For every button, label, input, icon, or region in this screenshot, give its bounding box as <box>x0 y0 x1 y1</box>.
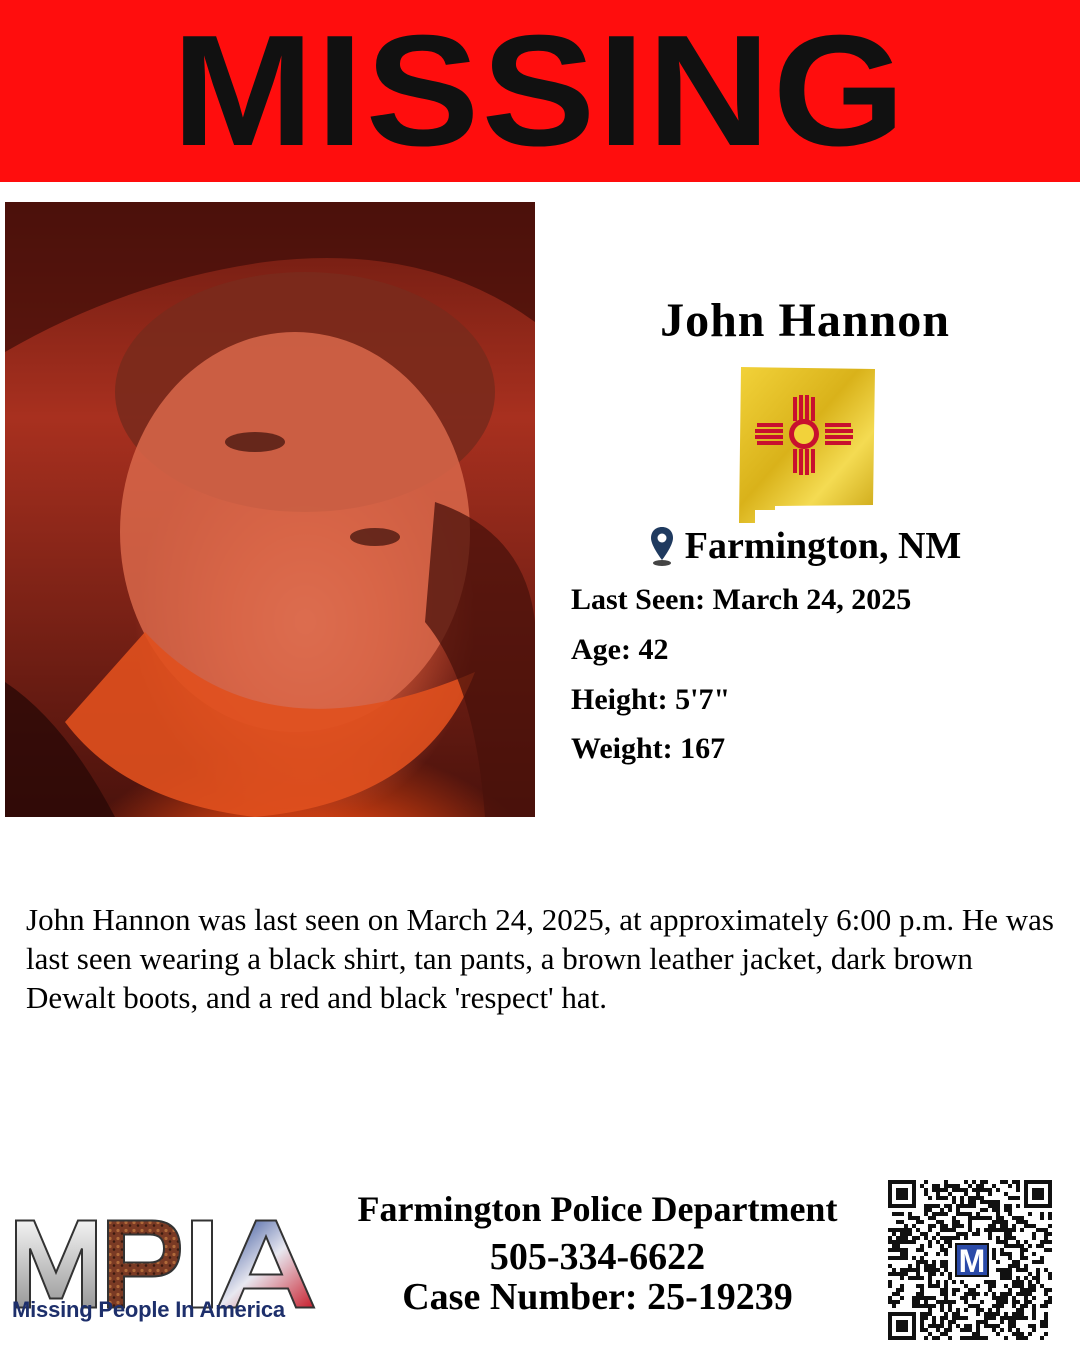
logo-caption: Missing People In America <box>12 1297 285 1322</box>
case-number: Case Number: 25-19239 <box>402 1276 793 1318</box>
last-known-location <box>570 524 1040 568</box>
qr-code-icon[interactable] <box>888 1180 1052 1340</box>
weight: Weight: 167 <box>571 732 726 765</box>
new-mexico-flag-map-icon <box>735 365 880 525</box>
qr-center-letter: M <box>958 1243 986 1279</box>
height: Height: 5'7" <box>571 683 731 716</box>
agency-phone: 505-334-6622 <box>489 1236 706 1278</box>
description-paragraph: John Hannon was last seen on March 24, 2025, at approximately 6:00 p.m. He was last seen wearing a black shirt, tan pants, a brown leather jacket, dark brown Dewalt boots, and a red and black 'respect' hat. <box>26 902 1054 1015</box>
missing-banner <box>0 0 1080 182</box>
agency-name: Farmington Police Department <box>357 1189 838 1229</box>
person-name: John Hannon <box>660 294 950 347</box>
location-text: Farmington, NM <box>684 525 962 567</box>
last-seen-date: Last Seen: March 24, 2025 <box>571 583 912 616</box>
map-pin-icon <box>649 526 675 566</box>
age: Age: 42 <box>571 633 669 666</box>
person-photo <box>5 202 535 817</box>
banner-title: MISSING <box>172 3 908 179</box>
